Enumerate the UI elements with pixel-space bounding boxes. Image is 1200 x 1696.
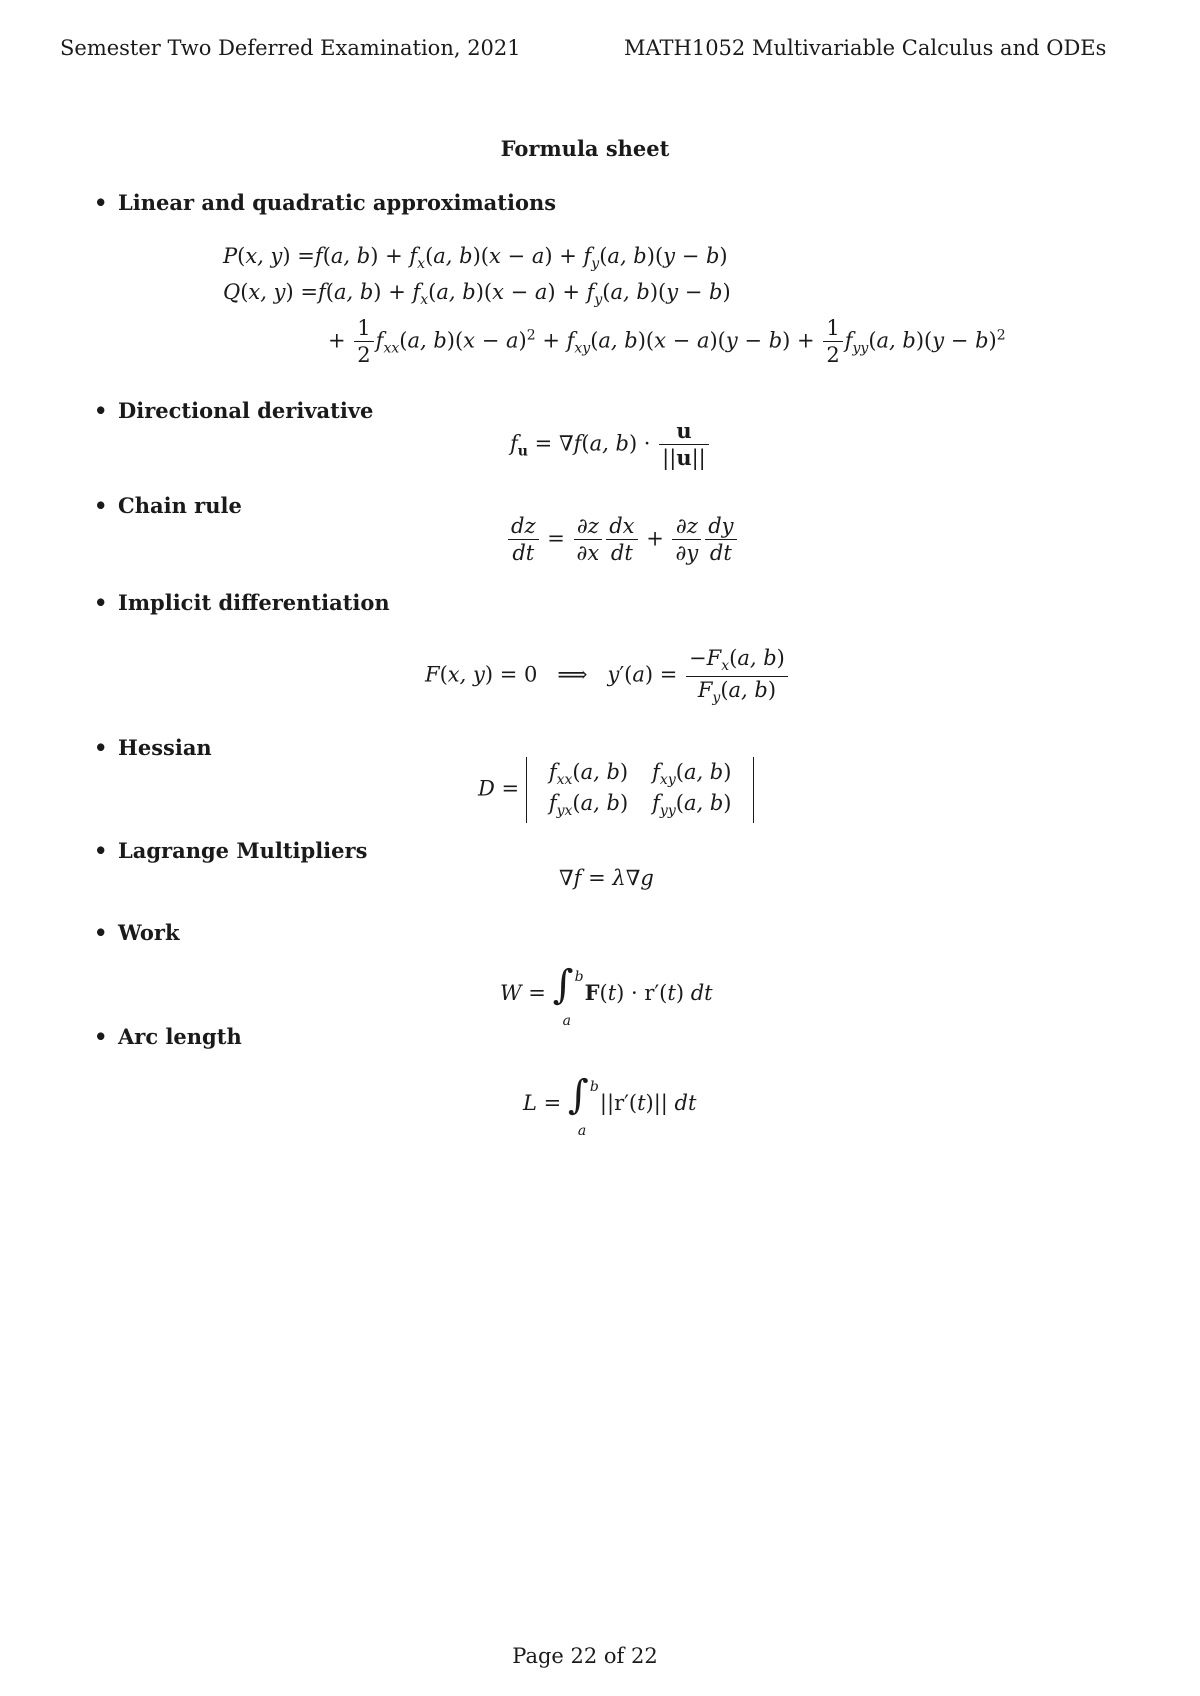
formula-quadratic-approximation-line2: + $\frac{1}{2}$ $f_{xx}(a$, $b)(x - a)^2 + f_{xy}(a$, b)(x − a)(y − b) + $\frac{1}{2}$ $f_{yy}(a$, $b)(y - b)^2$ [328,316,1006,368]
bullet: • [94,838,108,863]
section-label: Arc length [118,1024,242,1049]
bullet: • [94,735,108,760]
section-implicit-differentiation [94,590,390,615]
header-left: Semester Two Deferred Examination, 2021 [60,36,521,60]
section-label: Linear and quadratic approximations [118,190,557,215]
formula-linear-approximation: P(x, y) =f(a, $b) + f_x(a$, $b)(x - a) + f_y(a$, b)(y − b) [223,244,728,272]
bullet: • [94,398,108,423]
section-label: Work [118,920,180,945]
bullet: • [94,493,108,518]
page-title: Formula sheet [500,136,670,161]
bullet: • [94,190,108,215]
formula-chain-rule: $\frac{dz}{dt}$ = $\frac{\partial z}{\partial x}$ $\frac{dx}{dt}$ + $\frac{\partial z}{\partial y}$ $\frac{dy}{dt}$ [506,513,739,567]
section-label: Chain rule [118,493,242,518]
section-label: Implicit differentiation [118,590,390,615]
formula-lagrange: ∇f = λ∇g [559,866,654,890]
formula-hessian: D = $f_{xx}(a$, b) $f_{xy}(a$, b) $f_{yx}(a$, b) $f_{yy}(a$, b) [478,757,754,823]
section-hessian [94,735,212,760]
bullet: • [94,590,108,615]
bullet: • [94,1024,108,1049]
section-chain-rule [94,493,242,518]
page-footer: Page 22 of 22 [512,1644,658,1668]
formula-implicit-differentiation: F(x, y) = 0 ⟹ y′(a) = $\frac{-F_x(a, b)}{F_y(a, b)}$ [425,645,790,707]
formula-work: W = ∫ b a F(t) · r′(t) dt [500,962,713,1029]
section-work [94,920,180,945]
hessian-matrix: $f_{xx}(a$, b) $f_{xy}(a$, b) $f_{yx}(a$, b) $f_{yy}(a$, b) [526,757,755,823]
bullet: • [94,920,108,945]
section-label: Directional derivative [118,398,374,423]
section-lagrange-multipliers [94,838,367,863]
section-directional-derivative [94,398,373,423]
section-label: Lagrange Multipliers [118,838,368,863]
section-linear-quadratic [94,190,556,215]
header-right: MATH1052 Multivariable Calculus and ODEs [624,36,1107,60]
formula-directional-derivative: $f_u = \nabla f(a$, b) · $\frac{u}{||u||}$ [510,418,711,472]
section-label: Hessian [118,735,212,760]
section-arc-length [94,1024,242,1049]
formula-arc-length: L = ∫ b a ||r′(t)|| dt [523,1072,697,1139]
formula-quadratic-approximation-line1: Q(x, y) =f(a, $b) + f_x(a$, $b)(x - a) + f_y(a$, b)(y − b) [223,280,731,308]
